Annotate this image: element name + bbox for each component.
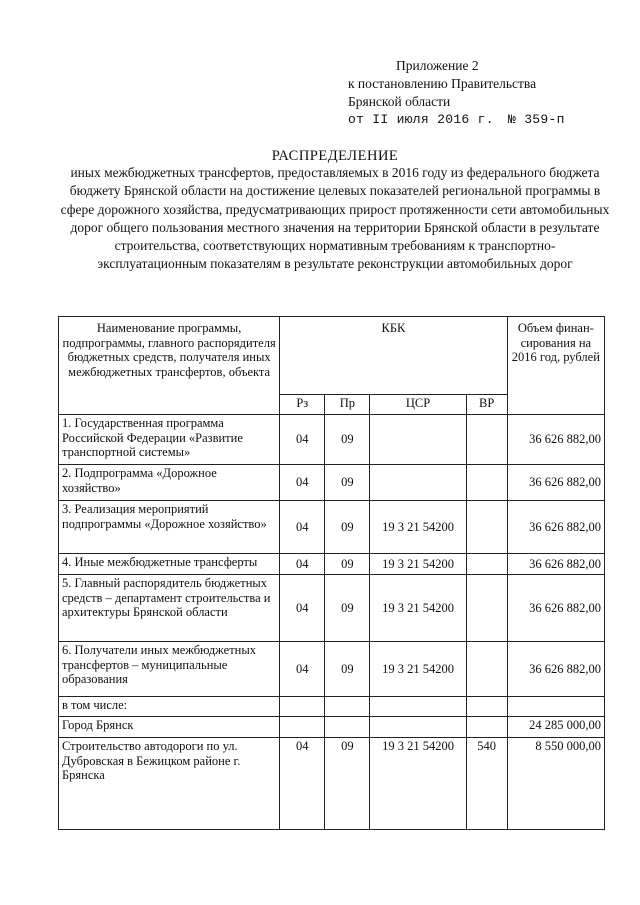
- row-rz: 04: [280, 465, 325, 501]
- row-pr: [325, 697, 370, 717]
- row-amount: [507, 697, 604, 717]
- row-vr: [466, 554, 507, 575]
- table-row: [59, 642, 605, 697]
- row-rz: 04: [280, 738, 325, 830]
- row-name: 1. Государственная программа Российской Федерации «Развитие транспортной системы»: [59, 415, 280, 465]
- row-vr: [466, 697, 507, 717]
- table-row: [59, 738, 605, 830]
- row-pr: 09: [325, 465, 370, 501]
- row-name: 5. Главный распорядитель бюджетных средств – департамент строительства и архитектуры Брянской области: [59, 575, 280, 642]
- table-row: [59, 465, 605, 501]
- row-name: 2. Подпрограмма «Дорожное хозяйство»: [59, 465, 280, 501]
- distribution-table: [58, 316, 605, 830]
- appendix-resolution: к постановлению Правительства: [348, 76, 537, 91]
- row-pr: 09: [325, 415, 370, 465]
- row-vr: [466, 575, 507, 642]
- row-rz: 04: [280, 501, 325, 554]
- row-amount: 36 626 882,00: [507, 415, 604, 465]
- table-row: [59, 697, 605, 717]
- row-amount: 8 550 000,00: [507, 738, 604, 830]
- row-rz: 04: [280, 554, 325, 575]
- row-csr: [370, 415, 466, 465]
- appendix-date: от II июля 2016 г.: [348, 112, 494, 127]
- document-title: РАСПРЕДЕЛЕНИЕ: [271, 148, 399, 164]
- table-header-row: [59, 317, 605, 395]
- row-vr: [466, 465, 507, 501]
- header-rz: Рз: [280, 395, 325, 415]
- row-amount: 36 626 882,00: [507, 642, 604, 697]
- row-pr: 09: [325, 642, 370, 697]
- appendix-block: [348, 57, 565, 129]
- table-row: [59, 717, 605, 738]
- header-amount: Объем финан- сирования на 2016 год, рублей: [507, 317, 604, 415]
- row-vr: [466, 717, 507, 738]
- row-rz: [280, 697, 325, 717]
- row-name: Город Брянск: [59, 717, 280, 738]
- table-row: [59, 575, 605, 642]
- row-rz: 04: [280, 575, 325, 642]
- row-pr: 09: [325, 501, 370, 554]
- row-csr: 19 3 21 54200: [370, 501, 466, 554]
- row-vr: [466, 415, 507, 465]
- appendix-region: Брянской области: [348, 94, 451, 109]
- row-name: 4. Иные межбюджетные трансферты: [59, 554, 280, 575]
- row-csr: [370, 717, 466, 738]
- row-pr: 09: [325, 575, 370, 642]
- table-row: [59, 501, 605, 554]
- row-amount: 36 626 882,00: [507, 575, 604, 642]
- row-csr: 19 3 21 54200: [370, 575, 466, 642]
- header-pr: Пр: [325, 395, 370, 415]
- row-rz: 04: [280, 642, 325, 697]
- row-csr: 19 3 21 54200: [370, 642, 466, 697]
- row-amount: 36 626 882,00: [507, 465, 604, 501]
- row-pr: 09: [325, 554, 370, 575]
- header-kbk: КБК: [280, 317, 507, 395]
- row-name: 6. Получатели иных межбюджетных трансфертов – муниципальные образования: [59, 642, 280, 697]
- row-csr: 19 3 21 54200: [370, 554, 466, 575]
- document-subtitle: иных межбюджетных трансфертов, предоставляемых в 2016 году из федерального бюджета бюджету Брянской области на достижение целевых показателей региональной программы в сфере дорожного хозяйства, предусматривающих прирост протяженности сети автомобильных дорог общего пользования местного значения на территории Брянской области в результате строительства, соответствующих нормативным требованиям к транспортно-эксплуатационным показателям в результате реконструкции автомобильных дорог: [60, 165, 610, 272]
- row-amount: 24 285 000,00: [507, 717, 604, 738]
- header-csr: ЦСР: [370, 395, 466, 415]
- row-name: 3. Реализация мероприятий подпрограммы «Дорожное хозяйство»: [59, 501, 280, 554]
- row-csr: [370, 465, 466, 501]
- appendix-number: № 359-п: [508, 112, 565, 127]
- row-pr: 09: [325, 738, 370, 830]
- row-amount: 36 626 882,00: [507, 554, 604, 575]
- row-name: в том числе:: [59, 697, 280, 717]
- table-row: [59, 415, 605, 465]
- row-csr: [370, 697, 466, 717]
- row-amount: 36 626 882,00: [507, 501, 604, 554]
- header-name: Наименование программы, подпрограммы, главного распорядителя бюджетных средств, получателя иных межбюджетных трансфертов, объекта: [59, 317, 280, 415]
- row-vr: [466, 642, 507, 697]
- row-rz: 04: [280, 415, 325, 465]
- row-name: Строительство автодороги по ул. Дубровская в Бежицком районе г. Брянска: [59, 738, 280, 830]
- appendix-label: Приложение 2: [396, 58, 479, 73]
- row-csr: 19 3 21 54200: [370, 738, 466, 830]
- row-pr: [325, 717, 370, 738]
- row-rz: [280, 717, 325, 738]
- row-vr: 540: [466, 738, 507, 830]
- table-row: [59, 554, 605, 575]
- header-vr: ВР: [466, 395, 507, 415]
- appendix-date-number: [348, 111, 565, 129]
- row-vr: [466, 501, 507, 554]
